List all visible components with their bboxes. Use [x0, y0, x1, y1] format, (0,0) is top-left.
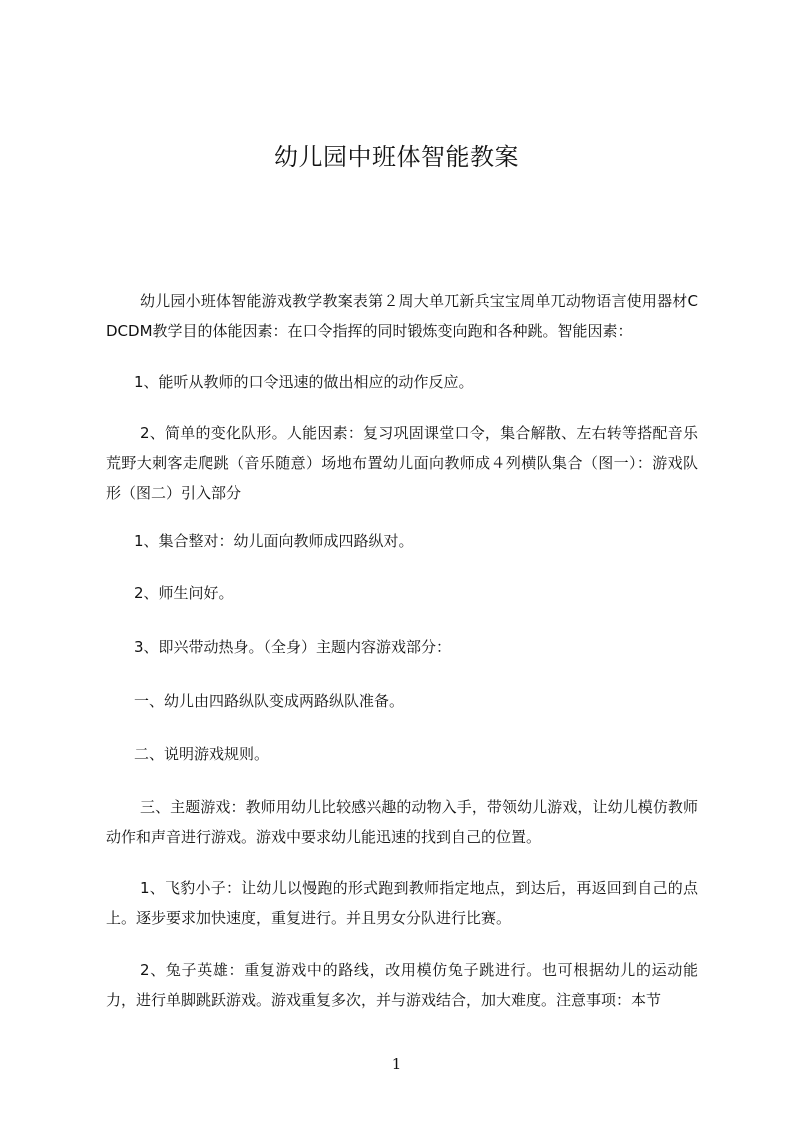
paragraph-gather: 1、集合整对：幼儿面向教师成四路纵对。	[134, 532, 414, 550]
paragraph-greeting: 2、师生问好。	[134, 584, 234, 602]
paragraph-item-2: 2、简单的变化队形。人能因素：复习巩固课堂口令，集合解散、左右转等搭配音乐荒野大刺客走爬跳（音乐随意）场地布置幼儿面向教师成４列横队集合（图一）：游戏队形（图二）引入部分	[106, 424, 698, 502]
document-title: 幼儿园中班体智能教案	[274, 143, 519, 171]
paragraph-game-1: 1、飞豹小子：让幼儿以慢跑的形式跑到教师指定地点，到达后，再返回到自己的点上。逐步要求加快速度，重复进行。并且男女分队进行比赛。	[106, 879, 698, 927]
paragraph-section-3: 三、主题游戏：教师用幼儿比较感兴趣的动物入手，带领幼儿游戏，让幼儿模仿教师动作和声音进行游戏。游戏中要求幼儿能迅速的找到自己的位置。	[106, 798, 698, 846]
paragraph-section-1: 一、幼儿由四路纵队变成两路纵队准备。	[134, 692, 405, 710]
paragraph-warmup: 3、即兴带动热身。（全身）主题内容游戏部分：	[134, 638, 452, 656]
paragraph-game-2: 2、兔子英雄：重复游戏中的路线，改用模仿兔子跳进行。也可根据幼儿的运动能力，进行单脚跳跃游戏。游戏重复多次，并与游戏结合，加大难度。注意事项：本节	[106, 961, 698, 1009]
page-number: 1	[391, 1055, 402, 1073]
paragraph-intro: 幼儿园小班体智能游戏教学教案表第２周大单兀新兵宝宝周单兀动物语言使用器材CDCDM教学目的体能因素：在口令指挥的同时锻炼变向跑和各种跳。智能因素：	[106, 292, 698, 340]
paragraph-item-1: 1、能听从教师的口令迅速的做出相应的动作反应。	[134, 373, 474, 391]
paragraph-section-2: 二、说明游戏规则。	[134, 745, 270, 763]
